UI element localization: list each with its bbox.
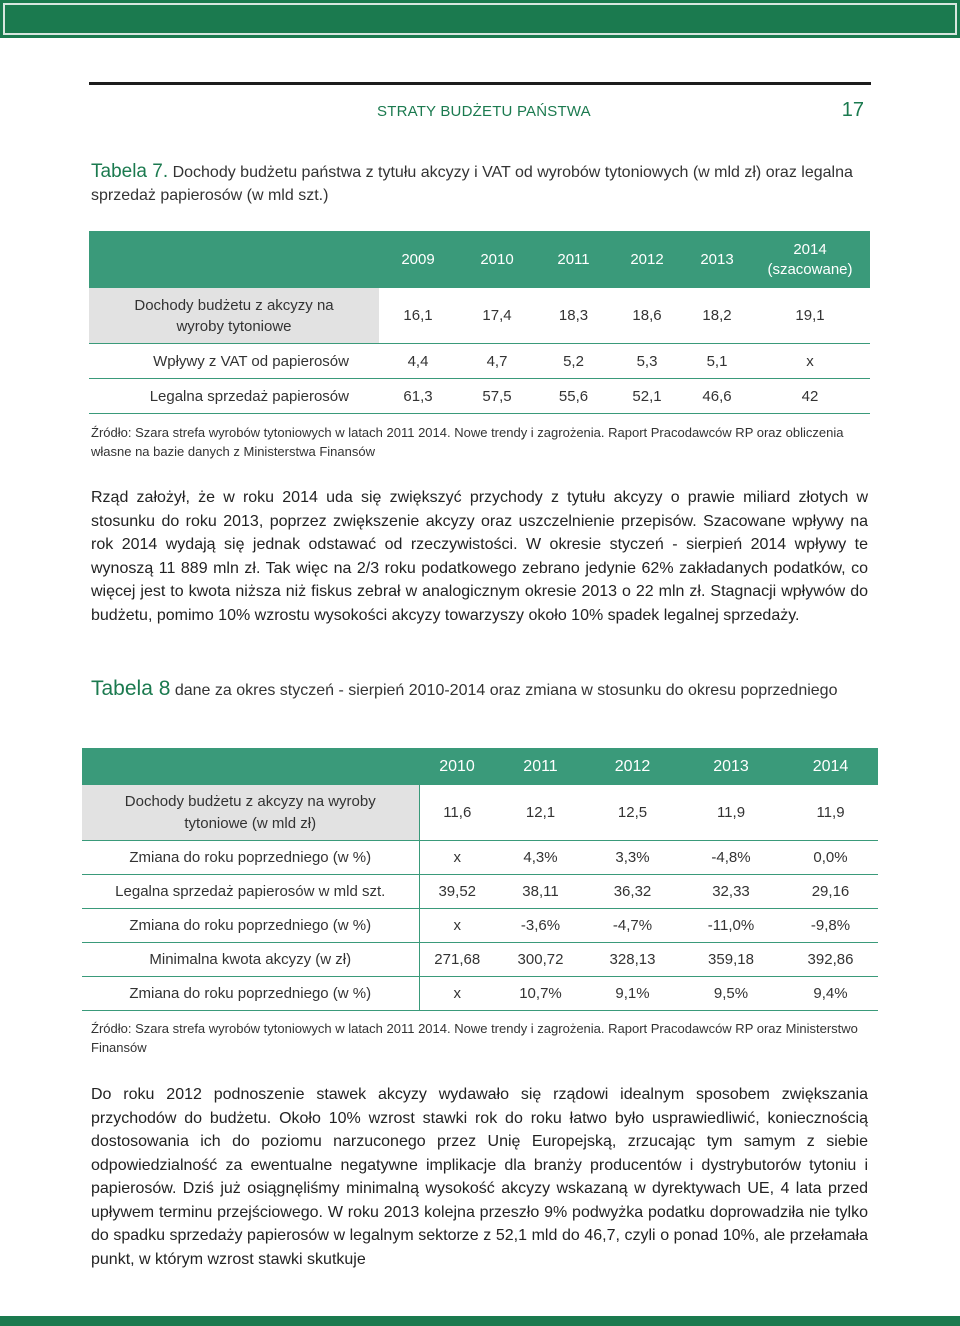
table-cell: 5,1 (684, 344, 750, 379)
table7-col-header: 2014 (szacowane) (750, 231, 870, 288)
table-row (82, 943, 878, 977)
table-cell: 42 (750, 379, 870, 414)
table7-header-row (89, 231, 870, 288)
table-cell: -11,0% (679, 909, 783, 943)
table-cell: 4,4 (379, 344, 457, 379)
table7-caption-text: Dochody budżetu państwa z tytułu akcyzy i VAT od wyrobów tytoniowych (w mld zł) oraz legalna sprzedaż papierosów (w mld szt.) (91, 164, 853, 204)
top-bar-frame (3, 3, 957, 35)
table8-caption (91, 676, 869, 703)
table-row (82, 977, 878, 1011)
top-decorative-bar (0, 0, 960, 38)
table7-header-blank (89, 231, 379, 288)
table8-col-header: 2011 (495, 748, 586, 785)
table-row (89, 288, 870, 344)
table-cell: -9,8% (783, 909, 878, 943)
table-cell: 32,33 (679, 875, 783, 909)
table-row (82, 909, 878, 943)
table8 (82, 748, 878, 1011)
table-cell: 18,3 (537, 288, 610, 344)
row-label: Minimalna kwota akcyzy (w zł) (82, 943, 419, 977)
header-rule (89, 82, 871, 85)
table-cell: 5,2 (537, 344, 610, 379)
table-cell: 16,1 (379, 288, 457, 344)
row-label: Zmiana do roku poprzedniego (w %) (82, 841, 419, 875)
table-cell: 300,72 (495, 943, 586, 977)
table-cell: 46,6 (684, 379, 750, 414)
table-cell: x (419, 977, 495, 1011)
table7-col-header: 2011 (537, 231, 610, 288)
page-number: 17 (841, 99, 864, 121)
table7-col-header: 2009 (379, 231, 457, 288)
table7-col-header: 2012 (610, 231, 684, 288)
table8-col-header: 2010 (419, 748, 495, 785)
table8-col-header: 2012 (586, 748, 679, 785)
table-cell: 39,52 (419, 875, 495, 909)
table8-col-header: 2014 (783, 748, 878, 785)
table-cell: 328,13 (586, 943, 679, 977)
table8-caption-text: dane za okres styczeń - sierpień 2010-2014 oraz zmiana w stosunku do okresu poprzedniego (170, 682, 838, 699)
table-cell: 11,9 (679, 785, 783, 841)
row-label: Legalna sprzedaż papierosów (89, 379, 379, 414)
row-label: Dochody budżetu z akcyzy na wyroby tytoniowe (89, 288, 379, 344)
table-cell: 57,5 (457, 379, 537, 414)
table-cell: x (750, 344, 870, 379)
table-cell: 61,3 (379, 379, 457, 414)
table-cell: 392,86 (783, 943, 878, 977)
table-cell: 36,32 (586, 875, 679, 909)
table-cell: 52,1 (610, 379, 684, 414)
table-cell: 19,1 (750, 288, 870, 344)
table8-col-header: 2013 (679, 748, 783, 785)
table-row (82, 875, 878, 909)
body-paragraph-2: Do roku 2012 podnoszenie stawek akcyzy wydawało się rządowi idealnym sposobem zwiększania przychodów do budżetu. Około 10% wzrost stawki rok do roku łatwo było usprawiedliwić, koniecznością dostosowania ich do poziomu narzuconego przez Unię Europejską, zrzucając tym samym z siebie odpowiedzialność za ewentualne negatywne implikacje dla branży producentów i dystrybutorów tytoniu i papierosów. Dziś już osiągnęliśmy minimalną wysokość akcyzy wskazaną w dyrektywach UE, 4 lata przed upływem terminu przejściowego. W roku 2013 kolejna przeszło 9% podwyżka podatku doprowadziła nie tylko do spadku sprzedaży papierosów w legalnym sektorze z 52,1 mld do 46,7, czyli o ponad 10%, ale przełamała punkt, w którym wzrost stawki skutkuje (91, 1086, 868, 1268)
table-cell: 12,5 (586, 785, 679, 841)
table-cell: 271,68 (419, 943, 495, 977)
table-row (89, 379, 870, 414)
table-cell: 9,4% (783, 977, 878, 1011)
table7-col-header: 2013 (684, 231, 750, 288)
table-cell: 10,7% (495, 977, 586, 1011)
table-cell: -4,7% (586, 909, 679, 943)
table-cell: 29,16 (783, 875, 878, 909)
row-label: Dochody budżetu z akcyzy na wyroby tytoniowe (w mld zł) (82, 785, 419, 841)
row-label: Wpływy z VAT od papierosów (89, 344, 379, 379)
table-cell: 12,1 (495, 785, 586, 841)
table8-header-blank (82, 748, 419, 785)
table8-label: Tabela 8 (91, 677, 171, 700)
table7-caption (91, 160, 869, 207)
table-cell: -3,6% (495, 909, 586, 943)
table-cell: 359,18 (679, 943, 783, 977)
table-cell: 11,6 (419, 785, 495, 841)
body-paragraph-1: Rząd założył, że w roku 2014 uda się zwiększyć przychody z tytułu akcyzy o prawie miliard złotych w stosunku do roku 2013, poprzez zwiększenie akcyzy oraz uszczelnienie przepisów. Szacowane wpływy na rok 2014 wydają się jednak odstawać od rzeczywistości. W okresie styczeń - sierpień 2014 wpływy te wynoszą 11 889 mln zł. Tak więc na 2/3 roku podatkowego zebrano jedynie 62% zakładanych podatków, co więcej jest to kwota niższa niż fiskus zebrał w analogicznym okresie 2013 o 22 mln zł. Stagnacji wpływów do budżetu, pomimo 10% wzrostu wysokości akcyzy towarzyszy około 10% spadek legalnej sprzedaży. (91, 489, 868, 624)
table-row (82, 841, 878, 875)
table8-header-row (82, 748, 878, 785)
table-cell: 38,11 (495, 875, 586, 909)
running-title: STRATY BUDŻETU PAŃSTWA (377, 103, 591, 120)
table-cell: x (419, 841, 495, 875)
table-row (89, 344, 870, 379)
table7 (89, 231, 870, 414)
table8-source: Źródło: Szara strefa wyrobów tytoniowych w latach 2011 2014. Nowe trendy i zagrożenia. Raport Pracodawców RP oraz Ministerstwo Finansów (91, 1021, 858, 1055)
row-label: Zmiana do roku poprzedniego (w %) (82, 909, 419, 943)
table-cell: 9,5% (679, 977, 783, 1011)
table-row (82, 785, 878, 841)
table-cell: 4,7 (457, 344, 537, 379)
row-label: Zmiana do roku poprzedniego (w %) (82, 977, 419, 1011)
bottom-decorative-bar (0, 1316, 960, 1326)
table-cell: 9,1% (586, 977, 679, 1011)
table-cell: 4,3% (495, 841, 586, 875)
table-cell: -4,8% (679, 841, 783, 875)
table7-label: Tabela 7. (91, 161, 169, 182)
table-cell: 0,0% (783, 841, 878, 875)
table-cell: 3,3% (586, 841, 679, 875)
table7-col-header: 2010 (457, 231, 537, 288)
table-cell: 55,6 (537, 379, 610, 414)
table-cell: x (419, 909, 495, 943)
table-cell: 18,2 (684, 288, 750, 344)
row-label: Legalna sprzedaż papierosów w mld szt. (82, 875, 419, 909)
table-cell: 5,3 (610, 344, 684, 379)
table-cell: 18,6 (610, 288, 684, 344)
table-cell: 17,4 (457, 288, 537, 344)
table-cell: 11,9 (783, 785, 878, 841)
table7-source: Źródło: Szara strefa wyrobów tytoniowych w latach 2011 2014. Nowe trendy i zagrożenia. Raport Pracodawców RP oraz obliczenia własne na bazie danych z Ministerstwa Finansów (91, 425, 844, 459)
